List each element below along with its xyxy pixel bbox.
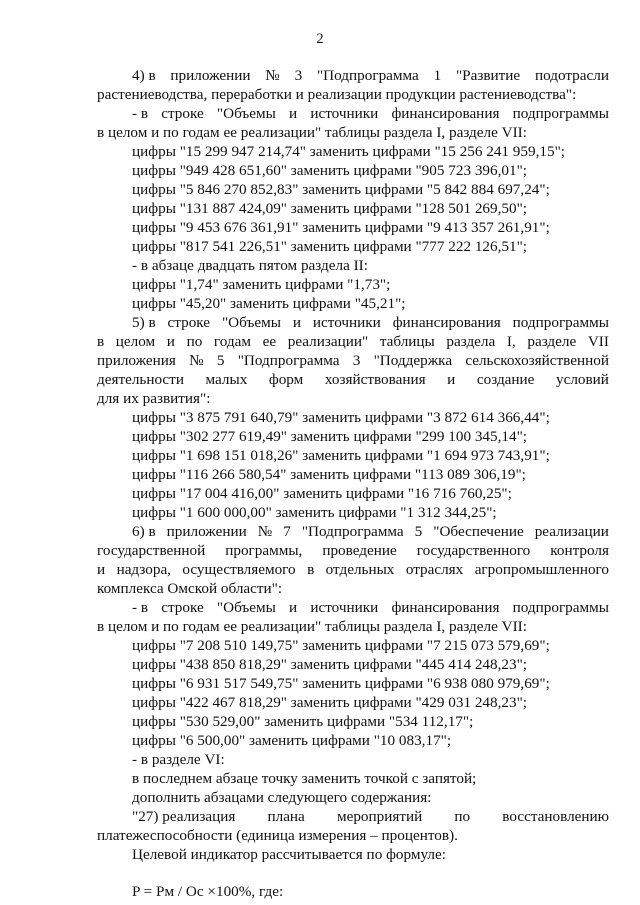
word: 5) в [132,314,156,331]
word: раздела [446,333,496,350]
word: 6) в [132,523,156,540]
replacement-line: цифры "1,74" заменить цифрами "1,73"; [132,276,391,293]
replacement-line: цифры "3 875 791 640,79" заменить цифрами "3 872 614 366,44"; [132,409,550,426]
item5-line1 [132,313,609,332]
word: строке [167,314,211,331]
word: форм [268,371,304,388]
word: надзора, [116,561,171,578]
item4-line1 [132,66,609,85]
word: 5 [216,352,225,369]
word: приложения [97,352,176,369]
word: финансирования [391,105,500,122]
word: ее [262,333,277,350]
word: государственного [416,542,531,559]
replacement-line: цифры "1 698 151 018,26" заменить цифрами "1 694 973 743,91"; [132,447,550,464]
replacement-line: цифры "7 208 510 149,75" заменить цифрами "7 215 073 579,69"; [132,637,550,654]
word: подотрасли [534,67,609,84]
page-number: 2 [316,31,324,47]
item5-line5: для их развития": [97,390,211,407]
item6-line1 [132,522,609,541]
word: и [292,314,301,331]
item6-dopolnit: дополнить абзацами следующего содержания: [132,789,432,806]
word: "Поддержка [373,352,453,369]
word: отраслях [405,561,464,578]
word: приложении [166,523,247,540]
word: в [97,333,105,350]
item4-line2: растениеводства, переработки и реализации продукции растениеводства": [97,86,577,103]
paragraph-27-line2: платежеспособности (единица измерения – процентов). [97,827,458,844]
word: реализации" [287,333,369,350]
word: источники [312,314,381,331]
word: "Подпрограмма [237,352,340,369]
replacement-line: цифры "6 500,00" заменить цифрами "10 083,17"; [132,732,452,749]
word: программы, [225,542,303,559]
item5-line4 [97,370,609,389]
word: № [189,352,204,369]
replacement-line: цифры "6 931 517 549,75" заменить цифрами "6 938 080 979,69"; [132,675,550,692]
word: деятельности [97,371,184,388]
replacement-line: цифры "15 299 947 214,74" заменить цифрами "15 256 241 959,15"; [132,143,565,160]
word: I, [506,333,516,350]
word: годам [213,333,252,350]
word: приложении [170,67,251,84]
word: создание [476,371,535,388]
word: по [186,333,203,350]
word: подпрограммы [512,599,609,616]
word: финансирования [392,314,501,331]
word: "Подпрограмма [316,67,419,84]
word: и [447,371,456,388]
item5-line2 [97,332,609,351]
word: по [454,808,471,825]
replacement-line: цифры "116 266 580,54" заменить цифрами "113 089 306,19"; [132,466,526,483]
word: источники [310,105,379,122]
replacement-line: цифры "438 850 818,29" заменить цифрами "445 414 248,23"; [132,656,528,673]
word: "27) реализация [132,808,236,825]
item4-abzac: - в абзаце двадцать пятом раздела II: [132,257,368,274]
word: № [257,523,273,540]
item6-line2 [97,541,609,560]
word: 7 [283,523,291,540]
item6-razdel: - в разделе VI: [132,751,225,768]
word: и [97,561,106,578]
word: подпрограммы [512,105,609,122]
replacement-line: цифры "5 846 270 852,83" заменить цифрами "5 842 884 697,24"; [132,181,550,198]
word: 4) в [132,67,156,84]
word: 5 [414,523,423,540]
replacement-line: цифры "131 887 424,09" заменить цифрами "128 501 269,50"; [132,200,528,217]
word: отдельных [325,561,395,578]
word: строке [161,599,204,616]
word: государственной [97,542,206,559]
word: строке [161,105,204,122]
word: подпрограммы [512,314,609,331]
replacement-line: цифры "1 600 000,00" заменить цифрами "1 312 344,25"; [132,504,497,521]
word: осуществляемого [182,561,296,578]
word: "Развитие [455,67,521,84]
word: "Объемы [221,314,281,331]
word: - в [132,105,149,122]
word: - в [132,599,149,616]
item6-line6: в целом и по годам ее реализации" таблицы раздела I, разделе VII: [97,618,527,635]
item5-line3 [97,351,609,370]
word: реализации [534,523,609,540]
word: и [289,105,298,122]
item6-line4: комплекса Омской области": [97,580,283,597]
word: сельскохозяйственной [465,352,609,369]
word: плана [267,808,305,825]
replacement-line: цифры "530 529,00" заменить цифрами "534 112,17"; [132,713,474,730]
word: "Обеспечение [433,523,524,540]
item6-line5 [132,598,609,617]
item6-last-abzac: в последнем абзаце точку заменить точкой с запятой; [132,770,477,787]
replacement-line: цифры "422 467 818,29" заменить цифрами "429 031 248,23"; [132,694,528,711]
word: восстановлению [502,808,609,825]
word: и [289,599,298,616]
word: "Объемы [216,105,276,122]
word: таблицы [379,333,435,350]
word: 3 [352,352,361,369]
replacement-line: цифры "45,20" заменить цифрами "45,21"; [132,295,406,312]
word: 3 [294,67,303,84]
replacement-line: цифры "817 541 226,51" заменить цифрами "777 222 126,51"; [132,238,528,255]
word: VII [587,333,609,350]
item6-line3 [97,560,609,579]
word: условий [556,371,609,388]
replacement-line: цифры "9 453 676 361,91" заменить цифрами "9 413 357 261,91"; [132,219,550,236]
word: хозяйствования [324,371,426,388]
word: и [166,333,175,350]
word: целом [115,333,156,350]
word: проведение [322,542,397,559]
word: разделе [527,333,577,350]
item4-line4: в целом и по годам ее реализации" таблицы раздела I, разделе VII: [97,124,527,141]
word: финансирования [391,599,500,616]
formula: P = Pм / Oс ×100%, где: [132,883,284,900]
paragraph-27-line1 [132,807,609,826]
word: источники [310,599,379,616]
replacement-line: цифры "949 428 651,60" заменить цифрами "905 723 396,01"; [132,162,528,179]
word: "Объемы [216,599,276,616]
word: 1 [433,67,442,84]
word: контроля [550,542,609,559]
item4-line3 [132,104,609,123]
replacement-line: цифры "17 004 416,00" заменить цифрами "16 716 760,25"; [132,485,512,502]
word: мероприятий [336,808,423,825]
word: № [265,67,280,84]
indicator-text: Целевой индикатор рассчитывается по формуле: [132,846,446,863]
word: агропромышленного [474,561,609,578]
word: в [307,561,315,578]
replacement-line: цифры "302 277 619,49" заменить цифрами "299 100 345,14"; [132,428,528,445]
word: "Подпрограмма [301,523,404,540]
word: малых [205,371,248,388]
